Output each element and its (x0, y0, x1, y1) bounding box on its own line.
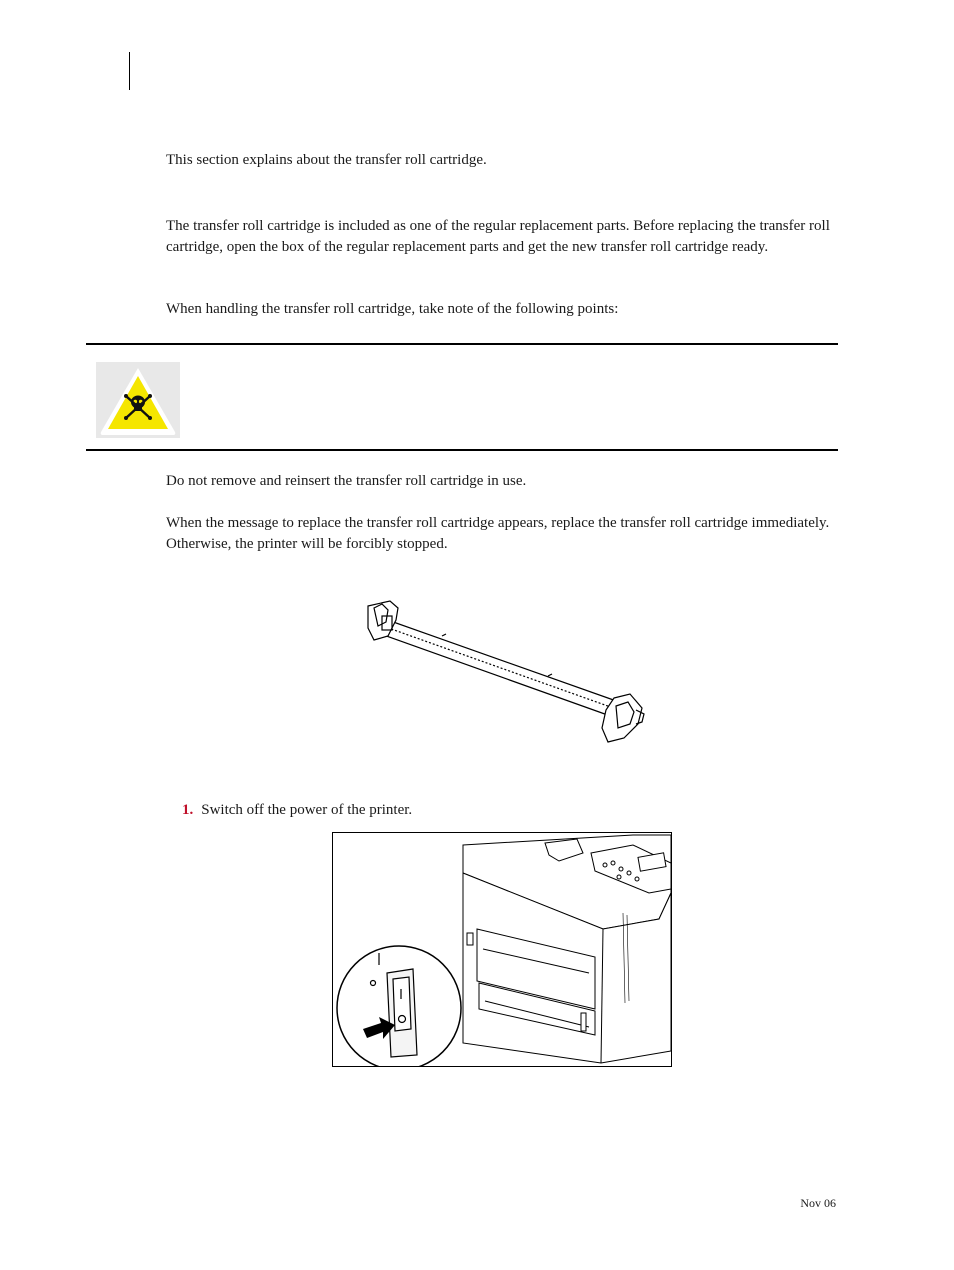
note-no-reinsert: Do not remove and reinsert the transfer roll cartridge in use. (166, 473, 527, 489)
warning-top-rule (86, 343, 838, 345)
step-number: 1. (182, 802, 194, 818)
margin-bar (129, 52, 130, 90)
warning-bottom-rule (86, 449, 838, 451)
replacement-paragraph: The transfer roll cartridge is included as one of the regular replacement parts. Before replacing the transfer roll cartridge, open the box of the regular replacement parts and get the new transfer roll cartridge ready. (166, 218, 830, 255)
note-replace-message: When the message to replace the transfer roll cartridge appears, replace the transfer roll cartridge immediately. Otherwise, the printer will be forcibly stopped. (166, 515, 830, 552)
footer-date: Nov 06 (800, 1196, 836, 1210)
intro-text: This section explains about the transfer roll cartridge. (166, 152, 487, 168)
step-1 (182, 800, 412, 821)
step-text: Switch off the power of the printer. (201, 802, 413, 818)
printer-power-switch-illustration (332, 832, 672, 1067)
poison-warning-icon (96, 362, 180, 438)
transfer-roll-cartridge-illustration (360, 598, 650, 744)
handling-paragraph: When handling the transfer roll cartridge, take note of the following points: (166, 301, 619, 317)
